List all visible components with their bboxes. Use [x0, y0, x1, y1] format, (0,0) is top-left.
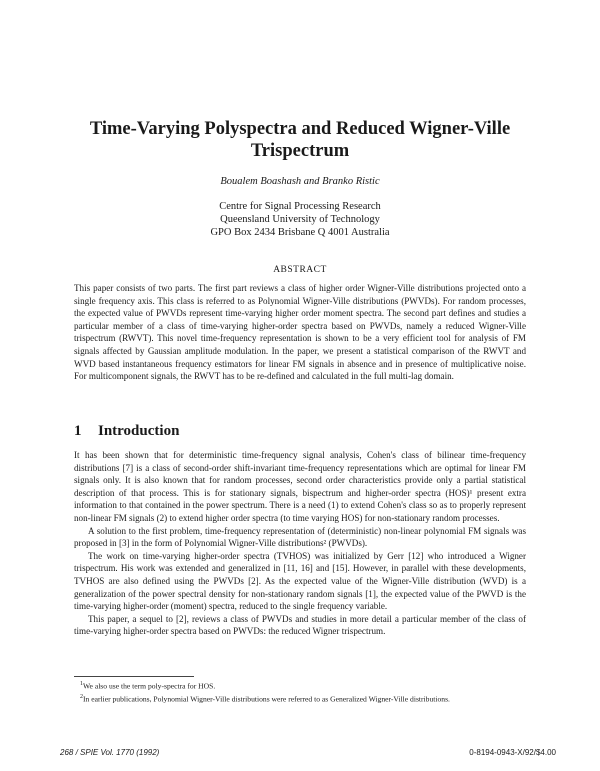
- section-title: Introduction: [98, 423, 180, 439]
- affiliation-line: Centre for Signal Processing Research: [219, 201, 381, 212]
- footnote-rule: [74, 676, 194, 677]
- footnote-mark: 2: [80, 693, 83, 700]
- paper-authors: Boualem Boashash and Branko Ristic: [220, 176, 380, 187]
- footer-citation: 268 / SPIE Vol. 1770 (1992): [60, 748, 160, 757]
- section-number: 1: [74, 423, 82, 439]
- footnote-text: In earlier publications, Polynomial Wigner-Ville distributions were referred to as Generalized Wigner-Ville distributions.: [83, 694, 450, 704]
- affiliation-block: [60, 200, 540, 239]
- body-paragraph: It has been shown that for deterministic time-frequency signal analysis, Cohen's class of bilinear time-frequency distributions [7] is a class of second-order shift-invariant time-frequency representations which are optimal for linear FM signals only. It is also known that for random processes, second order characteristics provide only a partial statistical description of that process. This is for stationary signals, bispectrum and higher-order spectra (HOS)¹ present extra information to that contained in the power spectrum. There is a need (1) to extend Cohen's class so as to properly represent non-linear FM signals (2) to extend higher order spectra (to time varying HOS) for non-stationary random processes.: [74, 450, 526, 523]
- abstract-heading: ABSTRACT: [273, 265, 327, 275]
- footnote-mark: 1: [80, 681, 83, 687]
- affiliation-line: Queensland University of Technology: [220, 214, 380, 225]
- paper-title: Time-Varying Polyspectra and Reduced Wigner-Ville Trispectrum: [89, 119, 511, 161]
- section-heading: [74, 423, 179, 440]
- footnote-text: We also use the term poly-spectra for HOS.: [83, 681, 216, 691]
- abstract-text: This paper consists of two parts. The first part reviews a class of higher order Wigner-Ville distributions projected onto a single frequency axis. This class is referred to as Polynomial Wigner-Ville distributions (PWVDs). For random processes, the expected value of PWVDs represent time-varying higher order moment spectra. The second part defines and studies a particular member of a class of time-varying higher-order spectra based on PWVDs, namely a reduced Wigner-Ville trispectrum (RWVT). This novel time-frequency representation is shown to be a very efficient tool for analysis of FM signals affected by Gaussian amplitude modulation. In the paper, we present a statistical comparison of the RWVT and WVD based instantaneous frequency estimators for linear FM signals in absence and in presence of multiplicative noise. For multicomponent signals, the RWVT has to be re-defined and calculated in the full multi-lag domain.: [74, 283, 526, 382]
- footer-isbn: 0-8194-0943-X/92/$4.00: [469, 748, 556, 757]
- affiliation-line: GPO Box 2434 Brisbane Q 4001 Australia: [210, 227, 390, 238]
- footnotes: [74, 679, 526, 704]
- body-text: [74, 449, 526, 638]
- footnote: [74, 679, 526, 692]
- body-paragraph: This paper, a sequel to [2], reviews a class of PWVDs and studies in more detail a particular member of the class of time-varying higher-order spectra based on PWVDs: the reduced Wigner trispectrum.: [74, 613, 526, 637]
- footnote: [74, 692, 526, 705]
- body-paragraph: A solution to the first problem, time-frequency representation of (deterministic) non-linear polynomial FM signals was proposed in [3] in the form of Polynomial Wigner-Ville distributions² (PWVDs).: [74, 525, 526, 549]
- body-paragraph: The work on time-varying higher-order spectra (TVHOS) was initialized by Gerr [12] who introduced a Wigner trispectrum. His work was extended and generalized in [11, 16] and [15]. However, in parallel with these developments, TVHOS are also defined using the PWVDs [2]. As the expected value of the Wigner-Ville distribution (WVD) is a generalization of the power spectral density for non-stationary random signals [1], the expected value of the PWVD is the time-varying higher-order (moment) spectra, reduced to the single frequency variable.: [74, 550, 526, 612]
